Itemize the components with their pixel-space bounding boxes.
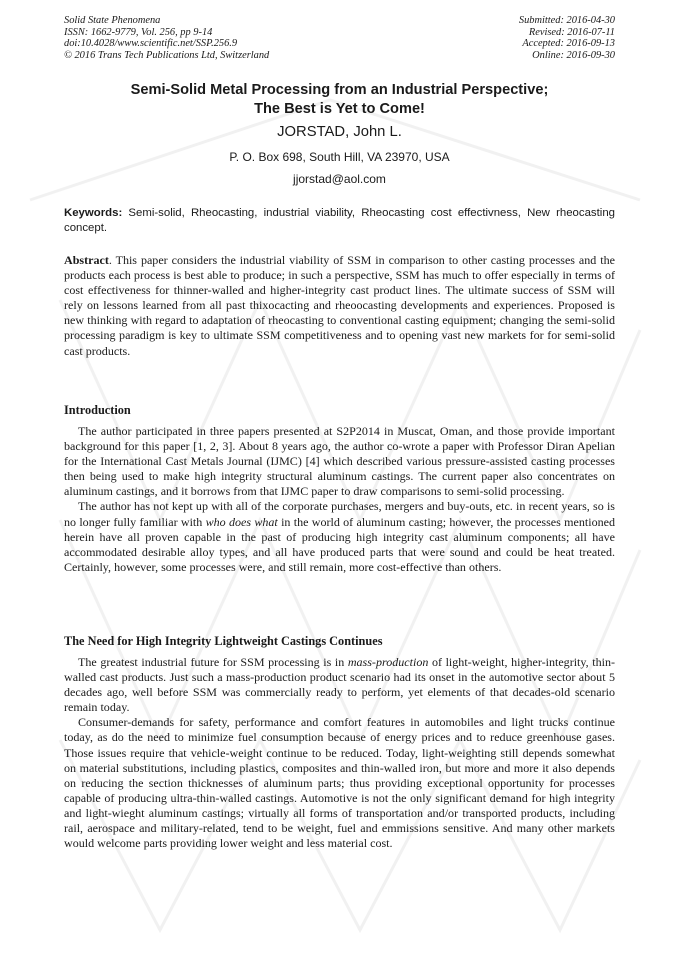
online-date: Online: 2016-09-30: [532, 49, 615, 61]
title-line-1: Semi-Solid Metal Processing from an Industrial Perspective;: [130, 82, 549, 98]
paragraph-text: The author has not kept up with all of the corporate purchases, mergers and buy-outs, etc. in recent years, so is no longer fully familiar with: [64, 499, 615, 529]
abstract: [64, 253, 615, 359]
doi-line[interactable]: doi:10.4028/www.scientific.net/SSP.256.9: [64, 38, 238, 50]
introduction-body: [64, 424, 615, 575]
submitted-date: Submitted: 2016-04-30: [518, 15, 615, 26]
copyright-line: © 2016 Trans Tech Publications Ltd, Switzerland: [64, 49, 270, 61]
issn-line: ISSN: 1662-9779, Vol. 256, pp 9-14: [64, 26, 213, 38]
paragraph: Consumer-demands for safety, performance and comfort features in automobiles and light trucks continue today, as do the need to minimize fuel consumption because of energy prices and to reduce greenhouse gases. Those issues require that vehicle-weight continue to be reduced. Today, light-weighting still depends somewhat on material substitutions, including plastics, composites and thin-walled iron, but more and more it also depends on reducing the section thicknesses of aluminum parts; thus providing exceptional opportunity for processes capable of producing ultra-thin-walled castings. Automotive is not the only significant demand for high integrity and light-wieght aluminum castings; virtually all forms of transportation and/or transported products, including rail, aerospace and military-related, tend to be weight, fuel and emmissions sensitive. And many other markets would welcome parts providing lower weight and less material cost.: [64, 715, 615, 851]
abstract-label: Abstract: [64, 253, 109, 267]
need-section-body: [64, 655, 615, 851]
paragraph: [64, 499, 615, 574]
author-email[interactable]: jjorstad@aol.com: [293, 172, 386, 186]
revised-date: Revised: 2016-07-11: [528, 26, 615, 38]
accepted-date: Accepted: 2016-09-13: [522, 38, 615, 50]
paragraph-text: in the world of aluminum casting; however, the processes mentioned herein have all proven capable in the past of producing high integrity cast aluminum components; all have accommodated desirable alloy types, and all have produced parts that were sound and could be heat treated. Certainly, however, some processes were, and still remain, more cost-effective than others.: [64, 514, 615, 574]
paragraph-text: The greatest industrial future for SSM processing is in: [78, 655, 348, 669]
paragraph: The author participated in three papers presented at S2P2014 in Muscat, Oman, and those provide important background for this paper [1, 2, 3]. About 8 years ago, the author co-wrote a paper with Professor Diran Apelian for the International Cast Metals Journal (IJMC) [4] which described various pressure-assisted casting processes then being used to make high integrity structural aluminum castings. The current paper also concentrates on aluminum castings, and it borrows from that IJMC paper to draw comparisons to semi-solid processing.: [64, 424, 615, 499]
keywords-text: Semi-solid, Rheocasting, industrial viability, Rheocasting cost effectivness, New rheocasting concept.: [64, 207, 615, 235]
author-affiliation: P. O. Box 698, South Hill, VA 23970, USA: [229, 150, 450, 164]
emphasis-text: mass-production: [347, 655, 429, 669]
paper-title: [64, 81, 615, 118]
journal-name: Solid State Phenomena: [64, 15, 161, 26]
publication-info: [64, 15, 269, 61]
title-line-2: The Best is Yet to Come!: [254, 100, 425, 117]
section-heading-need: The Need for High Integrity Lightweight Castings Continues: [64, 634, 383, 648]
paragraph-text: of light-weight, higher-integrity, thin-walled cast products. Just such a mass-production product scenario had its onset in the automotive sector about 5 decades ago, well before SSM was commercially ready to perform, yet elements of that decades-old scenario remain today.: [64, 655, 615, 715]
keywords: [64, 206, 615, 237]
publication-dates: [519, 15, 615, 61]
paragraph: [64, 655, 615, 715]
section-heading-introduction: Introduction: [64, 403, 131, 417]
abstract-text: . This paper considers the industrial viability of SSM in comparison to other casting processes and the products each process is best able to produce; in such a perspective, SSM has much to offer especially in terms of cost effectiveness for thinner-walled and higher-integrity cast product lines. The ultimate success of SSM will rely on lessons learned from all past thixocacting and rheoocasting developments and experiences. Proposed is new thinking with regard to adaptation of rheocasting to conventional casting equipment; changing the semi-solid processing paradigm is key to ultimate SSM competitiveness and to opening vast new markets for for semi-solid cast products.: [64, 253, 615, 358]
keywords-label: Keywords:: [64, 207, 123, 219]
emphasis-text: who does what: [205, 514, 278, 529]
author-name: JORSTAD, John L.: [277, 124, 402, 140]
